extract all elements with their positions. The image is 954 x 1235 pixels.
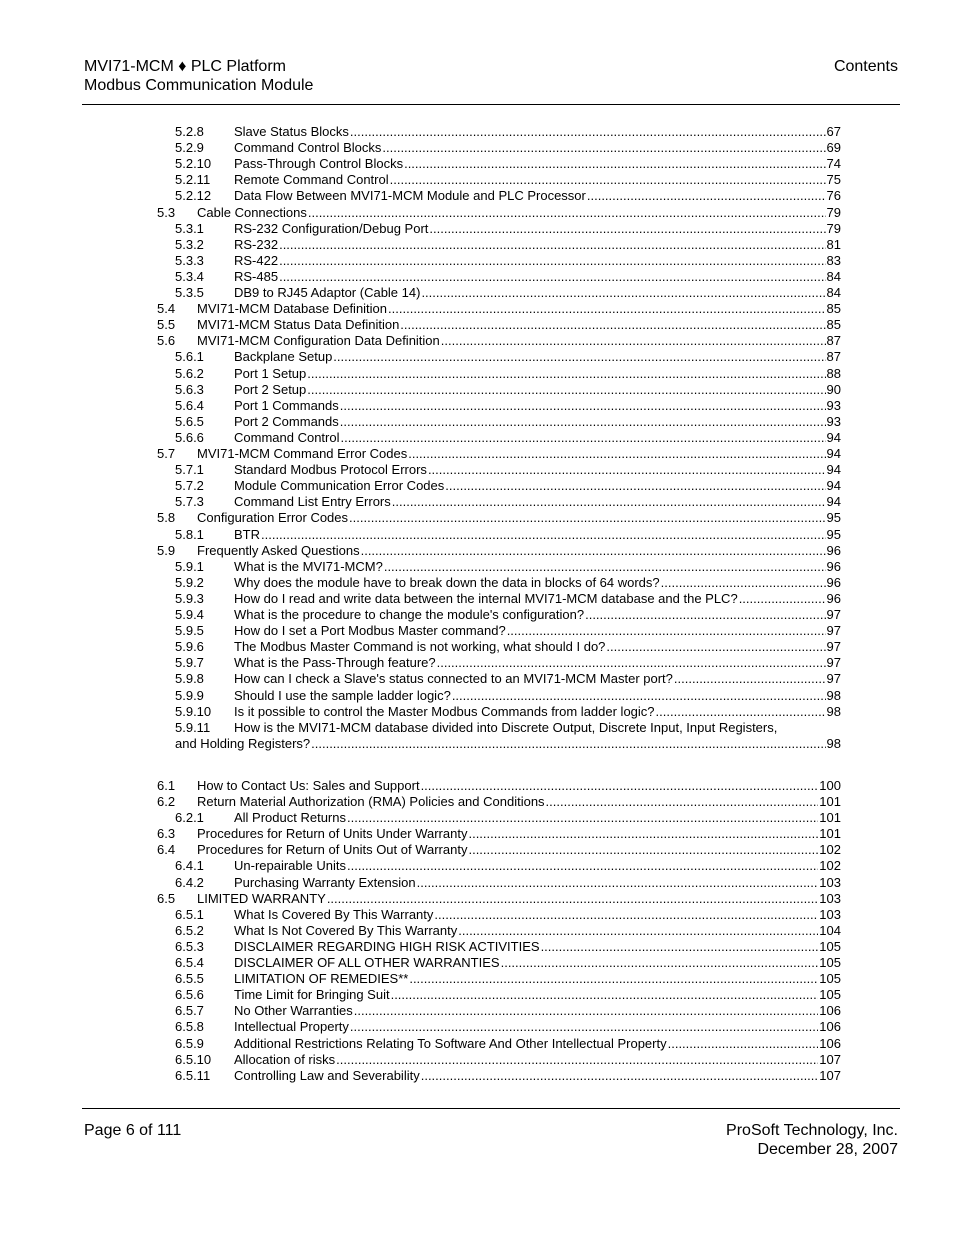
toc-entry-number: 5.6.4: [175, 397, 204, 413]
toc-entry[interactable]: [157, 891, 841, 907]
toc-entry-page: 69: [826, 140, 841, 156]
toc-entry-number: 5.9: [157, 542, 176, 558]
toc-entry[interactable]: [157, 446, 841, 462]
toc-entry-title: MVI71-MCM Configuration Data Definition: [197, 333, 440, 349]
dot-leader: [661, 575, 826, 591]
dot-leader: [585, 607, 825, 623]
dot-leader: [501, 955, 819, 971]
dot-leader: [606, 639, 825, 655]
toc-entry-page: 84: [826, 285, 841, 300]
dot-leader: [336, 1052, 818, 1068]
toc-entry[interactable]: [175, 366, 841, 382]
toc-entry-title: LIMITED WARRANTY: [197, 890, 326, 906]
toc-entry-title: DB9 to RJ45 Adaptor (Cable 14): [234, 285, 421, 300]
toc-entry-title: Controlling Law and Severability: [234, 1067, 420, 1083]
dot-leader: [361, 543, 826, 559]
dot-leader: [404, 156, 825, 172]
toc-entry-number: 6.3: [157, 826, 176, 842]
toc-entry[interactable]: [175, 285, 841, 301]
toc-entry-number: 5.9.10: [175, 703, 212, 719]
toc-entry[interactable]: [175, 1036, 841, 1052]
toc-entry-number: 6.5.3: [175, 938, 204, 954]
toc-entry-number: 6.5.7: [175, 1003, 204, 1019]
dot-leader: [445, 478, 825, 494]
toc-entry[interactable]: [175, 575, 841, 591]
toc-entry-number: 5.3.5: [175, 285, 204, 300]
toc-entry[interactable]: [175, 704, 841, 720]
toc-entry-title: What Is Covered By This Warranty: [234, 906, 434, 922]
toc-entry-number: 5.6: [157, 333, 176, 349]
dot-leader: [308, 205, 826, 221]
toc-entry-title: Cable Connections: [197, 204, 307, 220]
toc-entry[interactable]: [157, 794, 841, 810]
toc-entry[interactable]: [175, 671, 841, 687]
toc-entry-page: 100: [819, 777, 841, 793]
toc-entry[interactable]: [157, 778, 841, 794]
toc-entry[interactable]: [175, 1019, 841, 1035]
toc-entry-page: 107: [819, 1051, 841, 1067]
toc-entry[interactable]: [175, 1052, 841, 1068]
dot-leader: [307, 366, 825, 382]
toc-entry-title: What is the MVI71-MCM?: [234, 558, 383, 574]
toc-entry[interactable]: [175, 478, 841, 494]
toc-entry-title: Port 1 Setup: [234, 365, 307, 381]
toc-entry-page: 106: [819, 1035, 841, 1051]
toc-entry-title: Data Flow Between MVI71-MCM Module and PLC Processor: [234, 188, 586, 204]
toc-entry-number: 5.8: [157, 510, 176, 526]
header-module-name: Modbus Communication Module: [84, 77, 314, 94]
toc-entry-title: No Other Warranties: [234, 1003, 353, 1019]
toc-entry-number: 5.6.5: [175, 413, 204, 429]
toc-entry-title: Frequently Asked Questions: [197, 542, 360, 558]
toc-entry-number: 5.2.11: [175, 172, 211, 188]
toc-entry-page: 101: [819, 826, 841, 842]
toc-entry[interactable]: [175, 382, 841, 398]
toc-entry-page: 97: [826, 639, 841, 655]
dot-leader: [261, 527, 826, 543]
dot-leader: [350, 1019, 818, 1035]
toc-entry-title: What is the procedure to change the module's configuration?: [234, 607, 585, 622]
dot-leader: [458, 923, 818, 939]
toc-entry-number: 6.5.4: [175, 955, 204, 970]
toc-entry-number: 5.3.3: [175, 252, 204, 268]
toc-entry[interactable]: [175, 875, 841, 891]
toc-entry-title: RS-422: [234, 252, 279, 268]
toc-entry-page: 102: [819, 842, 841, 858]
toc-entry-page: 96: [826, 558, 841, 574]
dot-leader: [350, 124, 826, 140]
toc-entry-title: What is the Pass-Through feature?: [234, 655, 436, 671]
page-number: Page 6 of 111: [84, 1122, 182, 1139]
dot-leader: [739, 591, 826, 607]
toc-entry-page: 93: [826, 397, 841, 413]
dot-leader: [400, 317, 825, 333]
toc-entry-page: 98: [826, 703, 841, 719]
toc-entry-title: Intellectual Property: [234, 1019, 349, 1035]
toc-entry-page: 103: [819, 890, 841, 906]
toc-entry-title: How can I check a Slave's status connected to an MVI71-MCM Master port?: [234, 671, 673, 687]
toc-entry[interactable]: [175, 462, 841, 478]
dot-leader: [347, 810, 818, 826]
dot-leader: [541, 939, 819, 955]
toc-entry[interactable]: [157, 842, 841, 858]
toc-entry-page: 102: [819, 858, 841, 874]
toc-entry[interactable]: [157, 543, 841, 559]
toc-entry-title: Purchasing Warranty Extension: [234, 874, 416, 890]
toc-entry-page: 106: [819, 1019, 841, 1035]
toc-entry[interactable]: [157, 317, 841, 333]
toc-entry-title: Slave Status Blocks: [234, 124, 349, 139]
toc-entry-number: 6.5: [157, 890, 176, 906]
toc-entry-title: Module Communication Error Codes: [234, 478, 445, 494]
dot-leader: [421, 285, 825, 301]
toc-entry-title: Additional Restrictions Relating To Software And Other Intellectual Property: [234, 1035, 667, 1051]
toc-entry-title: Procedures for Return of Units Out of Warranty: [197, 842, 468, 858]
dot-leader: [408, 446, 825, 462]
dot-leader: [409, 971, 818, 987]
toc-entry-number: 5.3: [157, 204, 176, 220]
toc-entry-page: 87: [826, 333, 841, 349]
toc-entry-continuation[interactable]: [175, 736, 841, 752]
toc-entry-number: 6.4.2: [175, 874, 204, 890]
toc-entry[interactable]: [175, 527, 841, 543]
dot-leader: [392, 494, 826, 510]
toc-entry[interactable]: [175, 607, 841, 623]
toc-entry-page: 107: [819, 1067, 841, 1083]
toc-entry-page: 105: [819, 987, 841, 1003]
toc-entry-title: Port 1 Commands: [234, 397, 339, 413]
toc-entry-number: 6.5.10: [175, 1051, 212, 1067]
toc-entry-page: 95: [826, 526, 841, 542]
toc-entry[interactable]: [175, 494, 841, 510]
toc-entry[interactable]: [157, 826, 841, 842]
dot-leader: [429, 221, 825, 237]
toc-entry[interactable]: [175, 591, 841, 607]
toc-entry[interactable]: [157, 510, 841, 526]
dot-leader: [341, 430, 826, 446]
toc-entry-page: 94: [826, 462, 841, 478]
toc-entry[interactable]: [157, 205, 841, 221]
toc-entry-title: MVI71-MCM Database Definition: [197, 301, 388, 317]
toc-entry-page: 97: [826, 623, 841, 639]
dot-leader: [421, 778, 819, 794]
toc-entry-page: 67: [826, 124, 841, 139]
dot-leader: [327, 891, 818, 907]
toc-entry-title: Return Material Authorization (RMA) Policies and Conditions: [197, 794, 545, 809]
toc-entry-number: 6.5.11: [175, 1067, 211, 1083]
dot-leader: [391, 987, 819, 1003]
dot-leader: [307, 382, 825, 398]
toc-entry-number: 5.3.4: [175, 268, 204, 284]
toc-entry[interactable]: [175, 269, 841, 285]
toc-entry-number: 5.7.3: [175, 494, 204, 510]
toc-entry[interactable]: [175, 124, 841, 140]
toc-entry-page: 79: [826, 220, 841, 236]
toc-entry[interactable]: [175, 655, 841, 671]
toc-entry[interactable]: [175, 156, 841, 172]
toc-entry-page: 85: [826, 301, 841, 317]
toc-entry-title: RS-232 Configuration/Debug Port: [234, 220, 429, 236]
toc-entry-number: 6.5.6: [175, 987, 204, 1003]
toc-entry-number: 5.7.1: [175, 462, 204, 478]
dot-leader: [279, 253, 825, 269]
toc-entry[interactable]: [175, 987, 841, 1003]
toc-entry-number: 5.2.8: [175, 124, 204, 139]
toc-entry-number: 5.2.9: [175, 140, 204, 156]
footer-publisher: [726, 1121, 898, 1159]
toc-entry-title: All Product Returns: [234, 810, 346, 826]
toc-entry-title: DISCLAIMER REGARDING HIGH RISK ACTIVITIES: [234, 938, 540, 954]
header-section-name: Contents: [833, 58, 898, 75]
toc-entry-number: 6.5.2: [175, 922, 204, 938]
toc-entry-page: 87: [826, 349, 841, 365]
toc-entry-title: RS-232: [234, 236, 279, 252]
toc-entry-title: How do I set a Port Modbus Master command?: [234, 623, 506, 639]
toc-entry[interactable]: [157, 301, 841, 317]
dot-leader: [417, 875, 819, 891]
toc-entry-page: 79: [826, 204, 841, 220]
toc-entry-page: 101: [819, 810, 841, 826]
toc-entry-title-continued: and Holding Registers?: [175, 735, 311, 751]
header-product-line: MVI71-MCM ♦ PLC Platform: [84, 58, 286, 75]
toc-entry[interactable]: [175, 221, 841, 237]
dot-leader: [656, 704, 826, 720]
toc-entry-number: 5.9.1: [175, 558, 204, 574]
toc-entry-number: 5.6.1: [175, 349, 204, 365]
toc-entry-title: How to Contact Us: Sales and Support: [197, 777, 420, 793]
toc-entry[interactable]: [175, 907, 841, 923]
toc-entry[interactable]: [175, 623, 841, 639]
toc-entry-title: Is it possible to control the Master Modbus Commands from ladder logic?: [234, 703, 655, 719]
dot-leader: [340, 398, 826, 414]
toc-entry-page: 96: [826, 574, 841, 590]
dot-leader: [390, 172, 826, 188]
toc-entry-number: 5.9.5: [175, 623, 204, 639]
toc-entry[interactable]: [175, 955, 841, 971]
toc-entry[interactable]: [157, 333, 841, 349]
toc-entry-page: 88: [826, 365, 841, 381]
toc-entry-page: 81: [826, 236, 841, 252]
toc-entry-page: 94: [826, 478, 841, 494]
toc-entry-number: 5.9.2: [175, 574, 204, 590]
toc-entry-number: 6.1: [157, 777, 176, 793]
toc-entry-title: Command Control: [234, 429, 340, 445]
toc-entry-page: 76: [826, 188, 841, 204]
dot-leader: [468, 842, 818, 858]
dot-leader: [468, 826, 818, 842]
toc-entry-title: Command Control Blocks: [234, 140, 382, 156]
dot-leader: [384, 559, 826, 575]
toc-entry-page: 103: [819, 874, 841, 890]
toc-entry-page: 97: [826, 655, 841, 671]
toc-entry-number: 5.5: [157, 317, 176, 333]
toc-entry-page: 98: [826, 687, 841, 703]
footer-company: ProSoft Technology, Inc.: [726, 1122, 898, 1139]
toc-entry[interactable]: [175, 140, 841, 156]
footer-divider: [82, 1108, 900, 1109]
dot-leader: [340, 414, 826, 430]
running-header-title: [84, 57, 313, 95]
toc-entry-number: 6.5.9: [175, 1035, 204, 1051]
toc-entry-page: 83: [826, 252, 841, 268]
toc-entry-page: 106: [819, 1003, 841, 1019]
toc-entry-title: DISCLAIMER OF ALL OTHER WARRANTIES: [234, 955, 500, 970]
toc-entry-title: MVI71-MCM Status Data Definition: [197, 317, 400, 333]
toc-entry-number: 5.7: [157, 446, 176, 461]
dot-leader: [354, 1003, 819, 1019]
toc-entry-title: How do I read and write data between the internal MVI71-MCM database and the PLC?: [234, 590, 738, 606]
toc-entry-title: How is the MVI71-MCM database divided into Discrete Output, Discrete Input, Input Registers,: [234, 719, 778, 735]
toc-entry-page: 98: [826, 735, 841, 751]
dot-leader: [452, 688, 826, 704]
toc-entry-number: 5.6.3: [175, 381, 204, 397]
toc-entry[interactable]: [175, 398, 841, 414]
toc-entry-page: 84: [826, 268, 841, 284]
toc-entry[interactable]: [175, 559, 841, 575]
toc-entry[interactable]: [175, 172, 841, 188]
toc-entry-number: 5.9.3: [175, 590, 204, 606]
toc-entry-number: 6.5.5: [175, 971, 204, 987]
toc-entry-page: 94: [826, 429, 841, 445]
footer-date: December 28, 2007: [757, 1141, 898, 1158]
toc-entry-page: 97: [826, 607, 841, 622]
toc-entry-page: 105: [819, 971, 841, 987]
toc-entry-number: 5.3.2: [175, 236, 204, 252]
toc-entry-number: 5.3.1: [175, 220, 204, 236]
dot-leader: [428, 462, 826, 478]
toc-entry[interactable]: [175, 923, 841, 939]
toc-entry-title: Standard Modbus Protocol Errors: [234, 462, 427, 478]
toc-entry-number: 6.5.1: [175, 906, 204, 922]
toc-entry[interactable]: [175, 430, 841, 446]
toc-entry[interactable]: [175, 639, 841, 655]
toc-entry-number: 5.8.1: [175, 526, 204, 542]
toc-entry-number: 6.5.8: [175, 1019, 204, 1035]
dot-leader: [279, 269, 825, 285]
toc-entry-page: 74: [826, 156, 841, 172]
toc-entry-title: BTR: [234, 526, 260, 542]
dot-leader: [587, 188, 826, 204]
toc-entry-page: 93: [826, 413, 841, 429]
toc-entry-title: Should I use the sample ladder logic?: [234, 687, 451, 703]
toc-entry-number: 5.9.6: [175, 639, 204, 655]
toc-entry-page: 105: [819, 938, 841, 954]
toc-entry-title: The Modbus Master Command is not working, what should I do?: [234, 639, 606, 655]
dot-leader: [333, 349, 825, 365]
dot-leader: [441, 333, 826, 349]
toc-entry[interactable]: [175, 188, 841, 204]
toc-entry-number: 6.4: [157, 842, 176, 858]
dot-leader: [507, 623, 826, 639]
toc-entry-page: 103: [819, 906, 841, 922]
toc-entry-number: 5.6.6: [175, 429, 204, 445]
toc-entry-title: Procedures for Return of Units Under Warranty: [197, 826, 468, 842]
toc-entry-title: Configuration Error Codes: [197, 510, 349, 526]
toc-entry-title: Remote Command Control: [234, 172, 389, 188]
toc-entry-page: 101: [819, 794, 841, 809]
toc-entry-title: LIMITATION OF REMEDIES**: [234, 971, 409, 987]
toc-entry[interactable]: [175, 688, 841, 704]
toc-entry-title: Pass-Through Control Blocks: [234, 156, 404, 172]
toc-entry[interactable]: [175, 1003, 841, 1019]
toc-entry-title: Port 2 Setup: [234, 381, 307, 397]
toc-entry[interactable]: [175, 1068, 841, 1084]
dot-leader: [434, 907, 818, 923]
dot-leader: [421, 1068, 819, 1084]
toc-entry-page: 105: [819, 955, 841, 970]
toc-entry-title: Backplane Setup: [234, 349, 333, 365]
toc-entry[interactable]: [175, 971, 841, 987]
toc-entry-number: 5.2.10: [175, 156, 212, 172]
toc-entry-page: 94: [826, 494, 841, 510]
toc-entry[interactable]: [175, 939, 841, 955]
toc-entry[interactable]: [175, 253, 841, 269]
header-divider: [82, 104, 900, 105]
toc-entry-number: 5.9.11: [175, 719, 211, 735]
toc-entry[interactable]: [175, 810, 841, 826]
toc-entry-title: Time Limit for Bringing Suit: [234, 987, 390, 1003]
toc-entry[interactable]: [175, 720, 777, 736]
toc-entry-page: 95: [826, 510, 841, 526]
toc-entry-number: 5.6.2: [175, 365, 204, 381]
toc-entry-number: 5.4: [157, 301, 176, 317]
dot-leader: [674, 671, 826, 687]
toc-entry-page: 97: [826, 671, 841, 687]
toc-entry-page: 94: [826, 446, 841, 461]
toc-entry-title: MVI71-MCM Command Error Codes: [197, 446, 408, 461]
toc-entry-number: 5.9.4: [175, 607, 204, 622]
toc-entry-page: 85: [826, 317, 841, 333]
dot-leader: [437, 655, 826, 671]
dot-leader: [382, 140, 825, 156]
toc-entry-number: 6.2: [157, 794, 176, 809]
toc-entry-number: 5.7.2: [175, 478, 204, 494]
toc-entry-number: 5.2.12: [175, 188, 212, 204]
toc-entry[interactable]: [175, 349, 841, 365]
toc-entry-number: 5.9.9: [175, 687, 204, 703]
dot-leader: [349, 510, 826, 526]
toc-entry-page: 104: [819, 922, 841, 938]
toc-entry-page: 96: [826, 590, 841, 606]
toc-entry-page: 90: [826, 381, 841, 397]
toc-entry-title: Un-repairable Units: [234, 858, 346, 874]
toc-entry-title: RS-485: [234, 268, 279, 284]
toc-entry-title: Command List Entry Errors: [234, 494, 391, 510]
toc-entry-title: What Is Not Covered By This Warranty: [234, 922, 458, 938]
toc-entry[interactable]: [175, 237, 841, 253]
dot-leader: [347, 858, 818, 874]
toc-entry-number: 6.4.1: [175, 858, 204, 874]
toc-entry-title: Port 2 Commands: [234, 413, 339, 429]
dot-leader: [546, 794, 819, 810]
toc-entry-title: Why does the module have to break down the data in blocks of 64 words?: [234, 574, 660, 590]
dot-leader: [668, 1036, 819, 1052]
toc-entry[interactable]: [175, 414, 841, 430]
toc-entry-number: 5.9.8: [175, 671, 204, 687]
toc-entry[interactable]: [175, 858, 841, 874]
toc-entry-page: 75: [826, 172, 841, 188]
toc-entry-title: Allocation of risks: [234, 1051, 336, 1067]
dot-leader: [279, 237, 825, 253]
toc-entry-page: 96: [826, 542, 841, 558]
toc-entry-number: 6.2.1: [175, 810, 204, 826]
dot-leader: [311, 736, 825, 752]
dot-leader: [388, 301, 826, 317]
toc-entry-number: 5.9.7: [175, 655, 204, 671]
